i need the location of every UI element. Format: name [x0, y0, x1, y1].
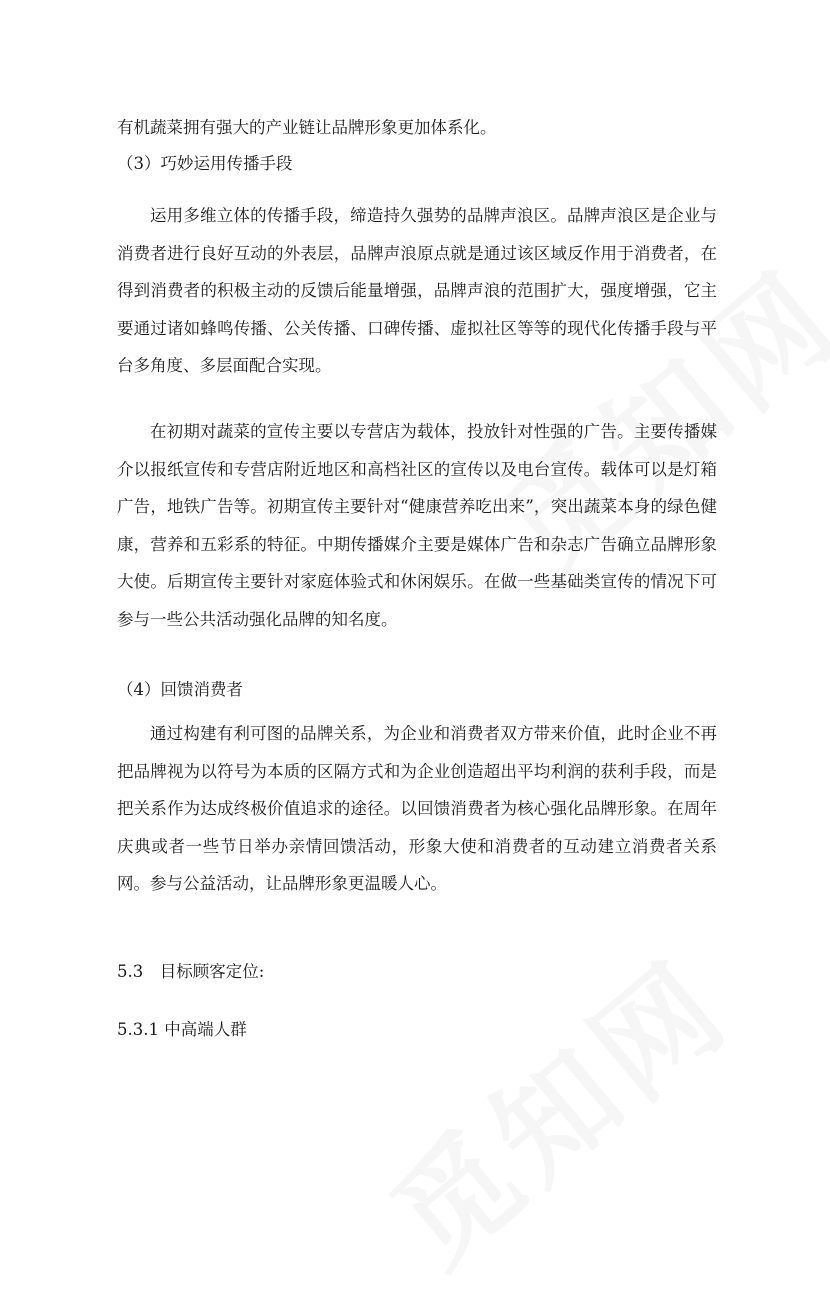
heading-4: （4）回馈消费者 — [117, 680, 243, 699]
paragraph-continuation: 有机蔬菜拥有强大的产业链让品牌形象更加体系化。 — [117, 118, 497, 137]
paragraph-2: 在初期对蔬菜的宣传主要以专营店为载体，投放针对性强的广告。主要传播媒介以报纸宣传和专营店附近地区和高档社区的宣传以及电台宣传。载体可以是灯箱广告，地铁广告等。初期宣传主要针对“健康营养吃出来”，突出蔬菜本身的绿色健康，营养和五彩系的特征。中期传播媒介主要是媒体广告和杂志广告确立品牌形象大使。后期宣传主要针对家庭体验式和休闲娱乐。在做一些基础类宣传的情况下可参与一些公共活动强化品牌的知名度。 — [117, 422, 717, 629]
paragraph-3: 通过构建有利可图的品牌关系，为企业和消费者双方带来价值，此时企业不再把品牌视为以符号为本质的区隔方式和为企业创造超出平均利润的获利手段，而是把关系作为达成终极价值追求的途径。以回馈消费者为核心强化品牌形象。在周年庆典或者一些节日举办亲情回馈活动，形象大使和消费者的互动建立消费者关系网。参与公益活动，让品牌形象更温暖人心。 — [117, 724, 717, 894]
paragraph-1: 运用多维立体的传播手段，缔造持久强势的品牌声浪区。品牌声浪区是企业与消费者进行良好互动的外表层，品牌声浪原点就是通过该区域反作用于消费者，在得到消费者的积极主动的反馈后能量增强，品牌声浪的范围扩大，强度增强，它主要通过诸如蜂鸣传播、公关传播、口碑传播、虚拟社区等等的现代化传播手段与平台多角度、多层面配合实现。 — [117, 206, 717, 376]
section-heading-5-3: 5.3 目标顾客定位: — [117, 962, 265, 981]
watermark-text — [350, 915, 759, 1297]
heading-3: （3）巧妙运用传播手段 — [117, 154, 293, 173]
section-heading-5-3-1: 5.3.1 中高端人群 — [117, 1020, 247, 1039]
